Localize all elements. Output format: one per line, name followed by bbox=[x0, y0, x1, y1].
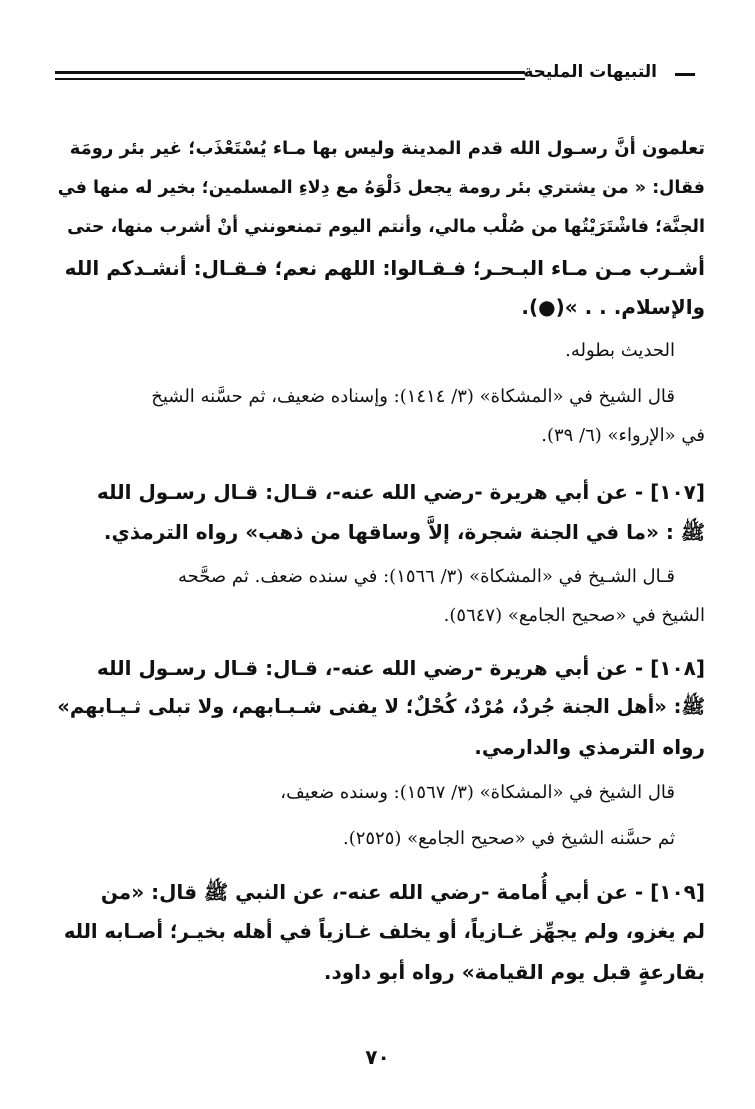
text-line: قـال الشـيخ في «المشكاة» (٣/ ١٥٦٦): في سنده ضعف. ثم صحَّحه bbox=[178, 566, 675, 587]
running-header bbox=[55, 62, 695, 86]
text-line: ثم حسَّنه الشيخ في «صحيح الجامع» (٢٥٢٥). bbox=[342, 828, 675, 849]
hadith-heading: [١٠٩] - عن أبي أُمامة -رضي الله عنه-، عن النبي ﷺ قال: «من bbox=[100, 880, 705, 904]
header-title: التبيهات المليحة bbox=[523, 62, 657, 82]
text-line: الجنَّة؛ فاشْتَرَيْتُها من صُلْب مالي، وأنتم اليوم تمنعونني أنْ أشرب منها، حتى bbox=[67, 217, 705, 237]
text-line: في «الإرواء» (٦/ ٣٩). bbox=[541, 425, 705, 446]
text-line: الشيخ في «صحيح الجامع» (٥٦٤٧). bbox=[443, 605, 705, 626]
text-line: ﷺ: «أهل الجنة جُردٌ، مُرْدٌ، كُحْلٌ؛ لا يفنى شـبـابهم، ولا تبلى ثـيـابهم» bbox=[57, 695, 705, 718]
text-line: أشـرب مـن مـاء البـحـر؛ فـقـالوا: اللهم نعم؛ فـقـال: أنشـدكم الله bbox=[64, 256, 705, 280]
text-line: رواه الترمذي والدارمي. bbox=[474, 735, 705, 759]
text-line: لم يغزو، ولم يجهِّز غـازياً، أو يخلف غـازياً في أهله بخيـر؛ أصـابه الله bbox=[63, 920, 705, 943]
text-line: والإسلام. . . »(●). bbox=[521, 295, 705, 319]
header-rule bbox=[55, 78, 525, 80]
text-line: فقال: « من يشتري بئر رومة يجعل دَلْوَهُ مع دِلاءِ المسلمين؛ بخير له منها في bbox=[57, 178, 705, 198]
text-line: الحديث بطوله. bbox=[565, 340, 675, 361]
header-dash bbox=[675, 73, 695, 76]
text-line: ﷺ : «ما في الجنة شجرة، إلاَّ وساقها من ذهب» رواه الترمذي. bbox=[103, 520, 705, 544]
hadith-heading: [١٠٧] - عن أبي هريرة -رضي الله عنه-، قـال: قـال رسـول الله bbox=[96, 480, 705, 504]
page-number: ٧٠ bbox=[365, 1045, 390, 1069]
hadith-heading: [١٠٨] - عن أبي هريرة -رضي الله عنه-، قـال: قـال رسـول الله bbox=[96, 656, 705, 680]
text-line: بقارعةٍ قبل يوم القيامة» رواه أبو داود. bbox=[323, 960, 705, 984]
text-line: تعلمون أنَّ رسـول الله قدم المدينة وليس بها مـاء يُسْتَعْذَب؛ غير بئر رومَة bbox=[69, 138, 705, 159]
text-line: قال الشيخ في «المشكاة» (٣/ ١٤١٤): وإسناده ضعيف، ثم حسَّنه الشيخ bbox=[151, 386, 675, 407]
text-line: قال الشيخ في «المشكاة» (٣/ ١٥٦٧): وسنده ضعيف، bbox=[280, 782, 675, 803]
header-rule bbox=[55, 71, 525, 74]
